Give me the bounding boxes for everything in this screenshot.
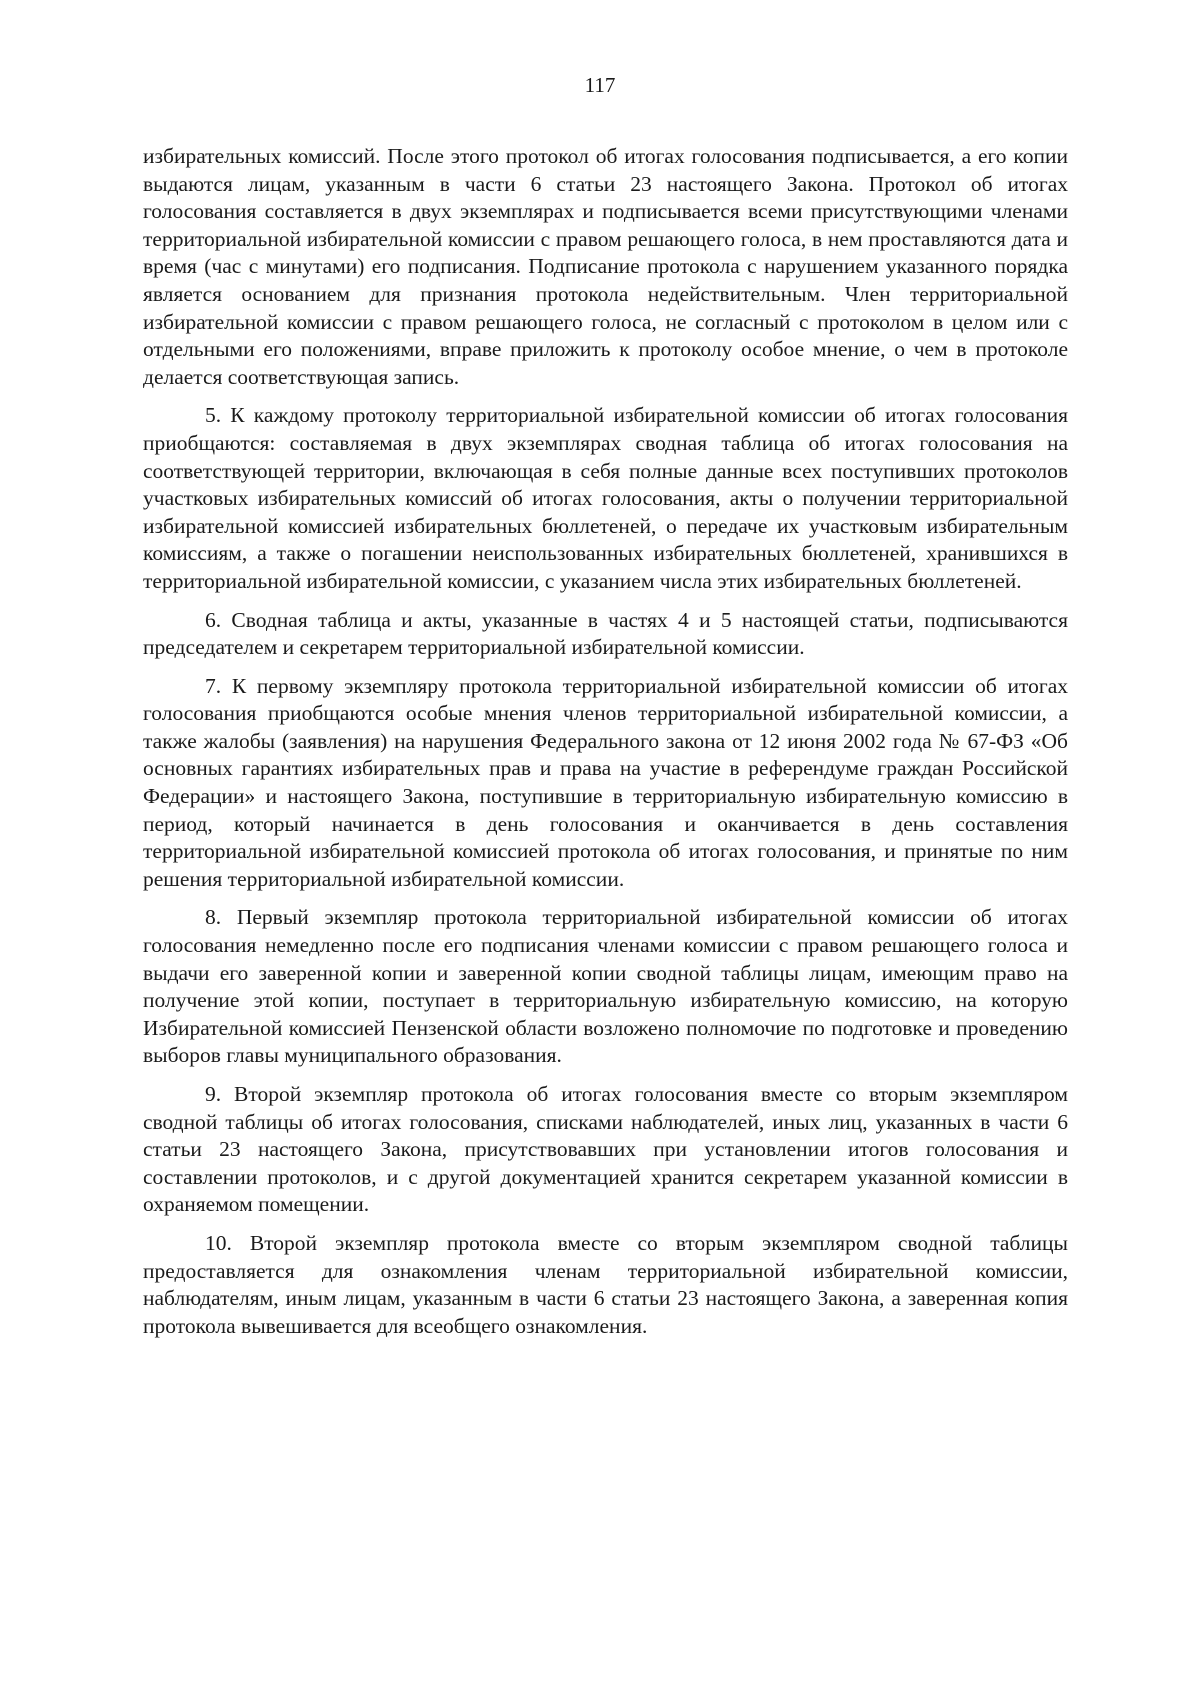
paragraph-10: 10. Второй экземпляр протокола вместе со вторым экземпляром сводной таблицы предоставляется для ознакомления членам территориальной избирательной комиссии, наблюдателям, иным лицам, указанным в части 6 статьи 23 настоящего Закона, а заверенная копия протокола вывешивается для всеобщего ознакомления. — [143, 1230, 1068, 1338]
page-number: 117 — [584, 73, 616, 97]
paragraph-7: 7. К первому экземпляру протокола территориальной избирательной комиссии об итогах голосования приобщаются особые мнения членов территориальной избирательной комиссии, а также жалобы (заявления) на нарушения Федерального закона от 12 июня 2002 года № 67-ФЗ «Об основных гарантиях избирательных прав и права на участие в референдуме граждан Российской Федерации» и настоящего Закона, поступившие в территориальную избирательную комиссию в период, который начинается в день голосования и оканчивается в день составления территориальной избирательной комиссией протокола об итогах голосования, и принятые по ним решения территориальной избирательной комиссии. — [143, 673, 1068, 891]
paragraph-6: 6. Сводная таблица и акты, указанные в частях 4 и 5 настоящей статьи, подписываются председателем и секретарем территориальной избирательной комиссии. — [143, 607, 1068, 660]
document-body — [143, 143, 1068, 1351]
paragraph-5: 5. К каждому протоколу территориальной избирательной комиссии об итогах голосования приобщаются: составляемая в двух экземплярах сводная таблица об итогах голосования на соответствующей территории, включающая в себя полные данные всех поступивших протоколов участковых избирательных комиссий об итогах голосования, акты о получении территориальной избирательной комиссией избирательных бюллетеней, о передаче их участковым избирательным комиссиям, а также о погашении неиспользованных избирательных бюллетеней, хранившихся в территориальной избирательной комиссии, с указанием числа этих избирательных бюллетеней. — [143, 403, 1068, 593]
paragraph-8: 8. Первый экземпляр протокола территориальной избирательной комиссии об итогах голосования немедленно после его подписания членами комиссии с правом решающего голоса и выдачи его заверенной копии и заверенной копии сводной таблицы лицам, имеющим право на получение этой копии, поступает в территориальную избирательную комиссию, на которую Избирательной комиссией Пензенской области возложено полномочие по подготовке и проведению выборов главы муниципального образования. — [143, 905, 1068, 1068]
paragraph-9: 9. Второй экземпляр протокола об итогах голосования вместе со вторым экземпляром сводной таблицы об итогах голосования, списками наблюдателей, иных лиц, указанных в части 6 статьи 23 настоящего Закона, присутствовавших при установлении итогов голосования и составлении протоколов, и с другой документацией хранится секретарем указанной комиссии в охраняемом помещении. — [143, 1082, 1068, 1217]
paragraph-continuation: избирательных комиссий. После этого протокол об итогах голосования подписывается, а его копии выдаются лицам, указанным в части 6 статьи 23 настоящего Закона. Протокол об итогах голосования составляется в двух экземплярах и подписывается всеми присутствующими членами территориальной избирательной комиссии с правом решающего голоса, в нем проставляются дата и время (час с минутами) его подписания. Подписание протокола с нарушением указанного порядка является основанием для признания протокола недействительным. Член территориальной избирательной комиссии с правом решающего голоса, не согласный с протоколом в целом или с отдельными его положениями, вправе приложить к протоколу особое мнение, о чем в протоколе делается соответствующая запись. — [143, 144, 1068, 389]
